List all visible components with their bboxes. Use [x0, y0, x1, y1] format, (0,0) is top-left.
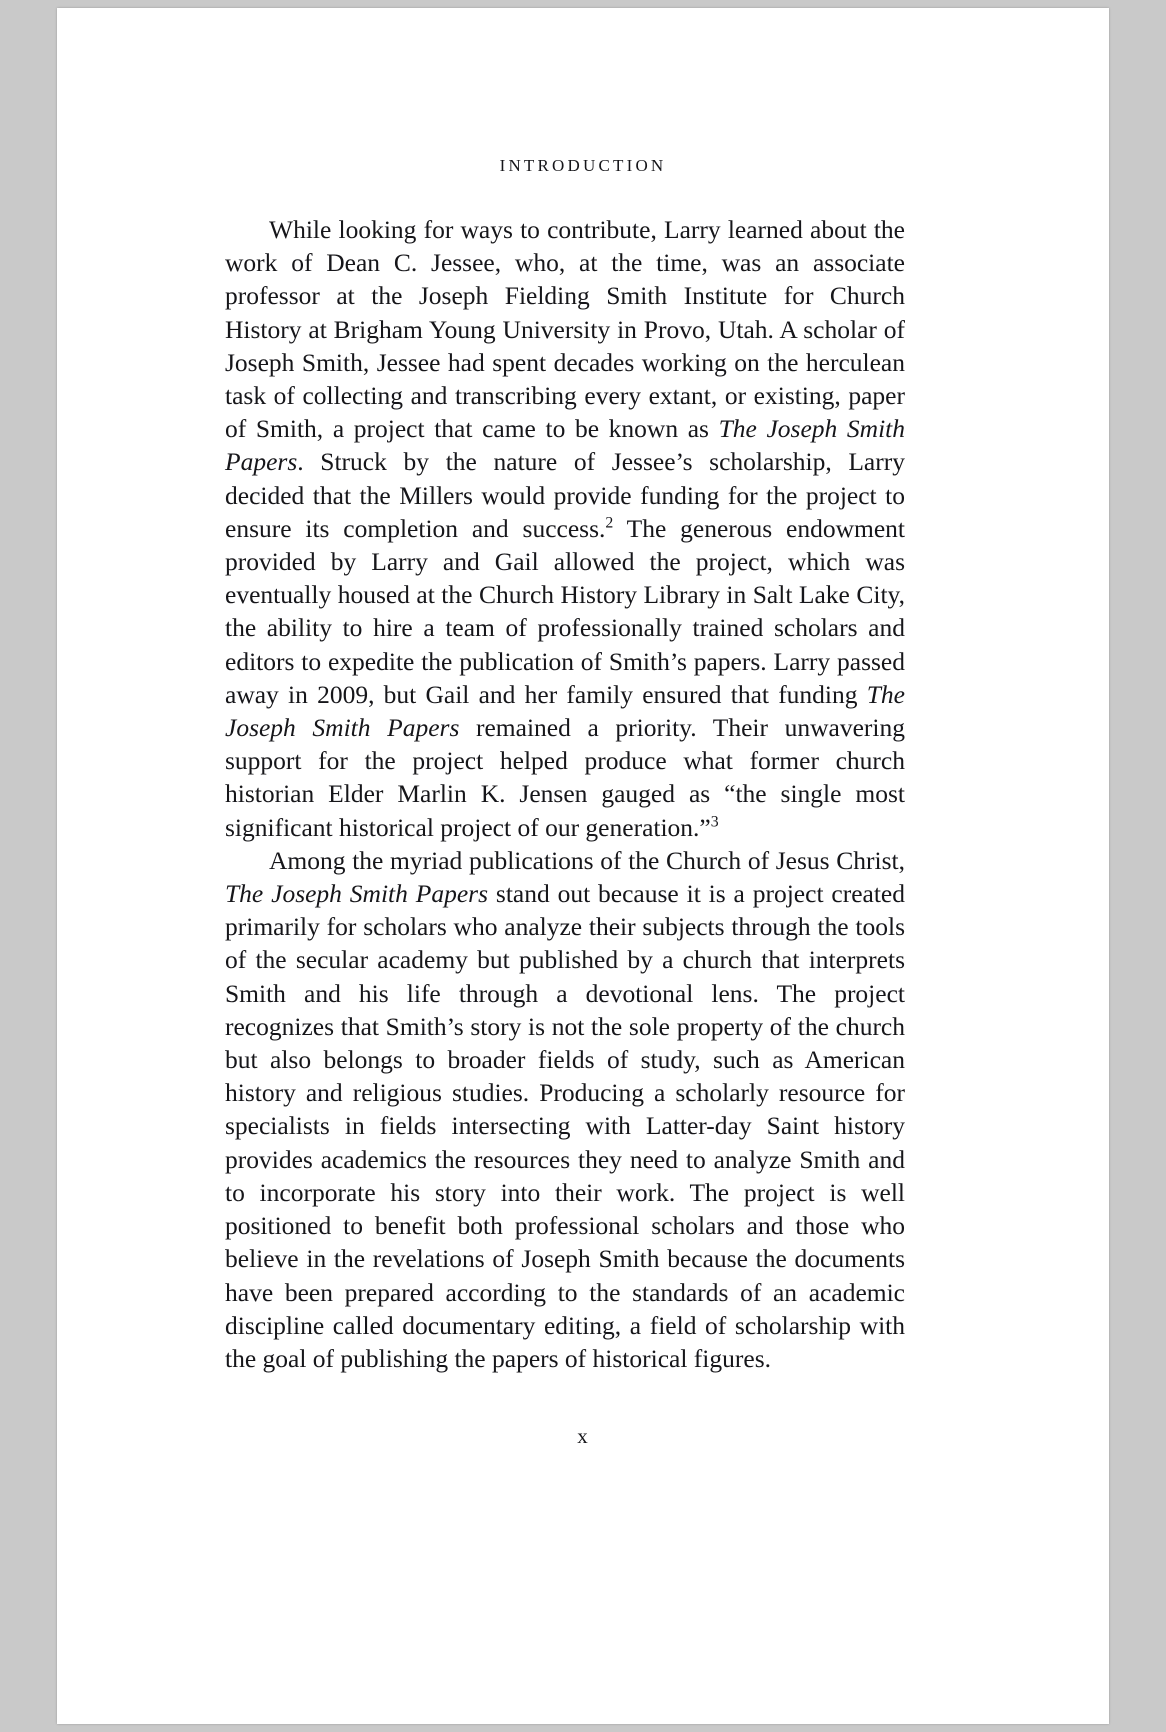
body-text-column — [225, 213, 905, 1375]
paragraph: While looking for ways to contribute, Larry learned about the work of Dean C. Jessee, who, at the time, was an associate professor at the Joseph Fielding Smith Institute for Church History at Brigham Young University in Provo, Utah. A scholar of Joseph Smith, Jessee had spent decades working on the herculean task of collecting and transcribing every extant, or existing, paper of Smith, a project that came to be known as The Joseph Smith Papers. Struck by the nature of Jessee’s scholarship, Larry decided that the Millers would provide funding for the project to ensure its completion and success.$^2$ The generous endowment provided by Larry and Gail allowed the project, which was eventually housed at the Church History Library in Salt Lake City, the ability to hire a team of professionally trained scholars and editors to expedite the publication of Smith’s papers. Larry passed away in 2009, but Gail and her family ensured that funding The Joseph Smith Papers remained a priority. Their unwavering support for the project helped produce what former church historian Elder Marlin K. Jensen gauged as “the single most significant historical project of our generation.”$^3$ — [225, 215, 905, 842]
page-number: x — [577, 1424, 589, 1448]
book-page — [57, 8, 1109, 1724]
paragraph: Among the myriad publications of the Church of Jesus Christ, The Joseph Smith Papers stand out because it is a project created primarily for scholars who analyze their subjects through the tools of the secular academy but published by a church that interprets Smith and his life through a devotional lens. The project recognizes that Smith’s story is not the sole property of the church but also belongs to broader fields of study, such as American history and religious studies. Producing a scholarly resource for specialists in fields intersecting with Latter-day Saint history provides academics the resources they need to analyze Smith and to incorporate his story into their work. The project is well positioned to benefit both professional scholars and those who believe in the revelations of Joseph Smith because the documents have been prepared according to the standards of an academic discipline called documentary editing, a field of scholarship with the goal of publishing the papers of historical figures. — [225, 845, 906, 1373]
running-head: INTRODUCTION — [499, 156, 667, 175]
